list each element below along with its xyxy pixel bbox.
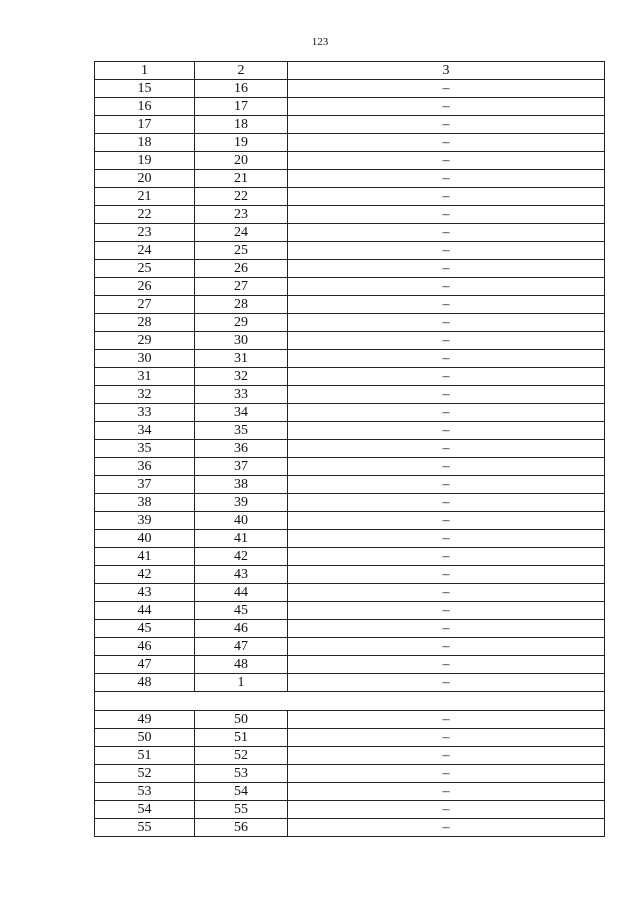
table-cell-col-2: 19 [195,134,288,152]
table-cell-col-1: 26 [95,278,195,296]
table-cell-col-3: – [288,638,605,656]
table-row [95,314,605,332]
table-cell-col-1: 52 [95,765,195,783]
table-row [95,458,605,476]
table-cell-col-3: – [288,296,605,314]
table-cell-col-1: 50 [95,729,195,747]
table-cell-col-3: – [288,783,605,801]
table-cell-col-2: 24 [195,224,288,242]
table-cell-col-2: 20 [195,152,288,170]
table-cell-col-1: 33 [95,404,195,422]
table-cell-col-1: 36 [95,458,195,476]
table-cell-col-2: 29 [195,314,288,332]
table-cell-col-2: 16 [195,80,288,98]
table-cell-col-3: – [288,242,605,260]
table-row [95,386,605,404]
table-row [95,440,605,458]
table-row [95,278,605,296]
table-row [95,747,605,765]
table-row [95,98,605,116]
table-cell-col-2: 44 [195,584,288,602]
table-cell-col-3: – [288,98,605,116]
table-cell-col-1: 29 [95,332,195,350]
table-cell-col-2: 23 [195,206,288,224]
table-row [95,170,605,188]
table-cell-col-1: 47 [95,656,195,674]
table-cell-col-1: 22 [95,206,195,224]
table-cell-col-2: 39 [195,494,288,512]
table-cell-col-1: 34 [95,422,195,440]
table-cell-col-1: 18 [95,134,195,152]
separator-cell [95,692,605,711]
table-cell-col-3: – [288,152,605,170]
table-cell-col-1: 19 [95,152,195,170]
table-cell-col-1: 37 [95,476,195,494]
table-row [95,80,605,98]
table-row [95,512,605,530]
table-cell-col-2: 51 [195,729,288,747]
table-cell-col-1: 28 [95,314,195,332]
data-table [94,61,605,837]
table-cell-col-1: 40 [95,530,195,548]
table-cell-col-2: 41 [195,530,288,548]
table-cell-col-3: – [288,765,605,783]
table-cell-col-1: 38 [95,494,195,512]
table-cell-col-3: – [288,729,605,747]
table-cell-col-2: 54 [195,783,288,801]
table-cell-col-1: 35 [95,440,195,458]
table-cell-col-3: – [288,134,605,152]
table-cell-col-2: 45 [195,602,288,620]
table-row [95,350,605,368]
table-row [95,602,605,620]
table-cell-col-3: – [288,170,605,188]
table-cell-col-2: 30 [195,332,288,350]
table-cell-col-3: – [288,80,605,98]
table-cell-col-3: – [288,332,605,350]
table-cell-col-2: 17 [195,98,288,116]
table-cell-col-3: – [288,116,605,134]
table-row [95,116,605,134]
table-cell-col-3: – [288,566,605,584]
table-row [95,584,605,602]
table-cell-col-2: 35 [195,422,288,440]
table-cell-col-3: – [288,656,605,674]
table-cell-col-2: 21 [195,170,288,188]
table-row [95,566,605,584]
table-cell-col-1: 32 [95,386,195,404]
table-cell-col-3: – [288,602,605,620]
table-cell-col-2: 26 [195,260,288,278]
table-row [95,638,605,656]
table-cell-col-3: – [288,548,605,566]
table-row [95,783,605,801]
table-cell-col-2: 40 [195,512,288,530]
table-cell-col-2: 33 [195,386,288,404]
table-cell-col-1: 48 [95,674,195,692]
table-row [95,296,605,314]
table-row [95,656,605,674]
table-cell-col-2: 27 [195,278,288,296]
table-header-row [95,62,605,80]
table-cell-col-1: 42 [95,566,195,584]
table-cell-col-1: 46 [95,638,195,656]
table-cell-col-2: 52 [195,747,288,765]
table-cell-col-3: – [288,747,605,765]
table-cell-col-2: 31 [195,350,288,368]
table-cell-col-2: 50 [195,711,288,729]
table-cell-col-2: 42 [195,548,288,566]
table-row [95,134,605,152]
table-cell-col-3: – [288,458,605,476]
table-cell-col-1: 55 [95,819,195,837]
table-cell-col-1: 30 [95,350,195,368]
table-row [95,765,605,783]
table-cell-col-2: 56 [195,819,288,837]
table-row [95,422,605,440]
page-number: 123 [311,36,329,48]
table-cell-col-2: 53 [195,765,288,783]
table-cell-col-3: – [288,674,605,692]
table-cell-col-2: 37 [195,458,288,476]
table-cell-col-1: 21 [95,188,195,206]
table-cell-col-2: 18 [195,116,288,134]
table-row [95,494,605,512]
table-cell-col-1: 16 [95,98,195,116]
table-cell-col-1: 41 [95,548,195,566]
table-cell-col-1: 49 [95,711,195,729]
table-cell-col-3: – [288,368,605,386]
table-cell-col-3: – [288,801,605,819]
table-cell-col-2: 32 [195,368,288,386]
table-row [95,476,605,494]
column-header-2: 2 [195,62,288,80]
table-cell-col-1: 27 [95,296,195,314]
table-cell-col-3: – [288,314,605,332]
column-header-1: 1 [95,62,195,80]
table-cell-col-2: 36 [195,440,288,458]
table-row [95,242,605,260]
table-cell-col-1: 24 [95,242,195,260]
table-row [95,729,605,747]
table-row [95,188,605,206]
table-cell-col-2: 1 [195,674,288,692]
table-cell-col-3: – [288,440,605,458]
table-cell-col-3: – [288,260,605,278]
table-cell-col-1: 25 [95,260,195,278]
table-cell-col-3: – [288,224,605,242]
table-cell-col-3: – [288,422,605,440]
table-cell-col-3: – [288,350,605,368]
table-cell-col-1: 44 [95,602,195,620]
table-row [95,801,605,819]
table-row [95,819,605,837]
table-cell-col-2: 38 [195,476,288,494]
table-row [95,711,605,729]
table-cell-col-1: 43 [95,584,195,602]
table-row [95,224,605,242]
column-header-3: 3 [288,62,605,80]
table-cell-col-3: – [288,476,605,494]
table-cell-col-3: – [288,530,605,548]
table-cell-col-3: – [288,819,605,837]
table-row [95,152,605,170]
table-cell-col-3: – [288,711,605,729]
table-cell-col-3: – [288,404,605,422]
table-cell-col-3: – [288,188,605,206]
table-row [95,530,605,548]
table-row [95,548,605,566]
table-cell-col-1: 15 [95,80,195,98]
table-cell-col-2: 47 [195,638,288,656]
table-row [95,368,605,386]
table-cell-col-3: – [288,494,605,512]
table-cell-col-2: 48 [195,656,288,674]
table-cell-col-1: 53 [95,783,195,801]
table-separator-row [95,692,605,711]
table-cell-col-2: 22 [195,188,288,206]
table-cell-col-1: 45 [95,620,195,638]
table-cell-col-1: 17 [95,116,195,134]
table-cell-col-1: 20 [95,170,195,188]
table-cell-col-2: 43 [195,566,288,584]
table-cell-col-2: 28 [195,296,288,314]
table-cell-col-1: 54 [95,801,195,819]
table-body [95,62,605,837]
table-cell-col-3: – [288,512,605,530]
table-row [95,260,605,278]
table-cell-col-3: – [288,620,605,638]
table-row [95,206,605,224]
table-row [95,674,605,692]
table-cell-col-2: 34 [195,404,288,422]
table-row [95,332,605,350]
table-cell-col-3: – [288,278,605,296]
table-cell-col-2: 46 [195,620,288,638]
table-cell-col-3: – [288,584,605,602]
table-cell-col-1: 39 [95,512,195,530]
table-cell-col-1: 23 [95,224,195,242]
table-row [95,404,605,422]
table-cell-col-1: 31 [95,368,195,386]
table-row [95,620,605,638]
table-cell-col-2: 25 [195,242,288,260]
table-cell-col-3: – [288,206,605,224]
table-cell-col-2: 55 [195,801,288,819]
table-cell-col-3: – [288,386,605,404]
table-cell-col-1: 51 [95,747,195,765]
